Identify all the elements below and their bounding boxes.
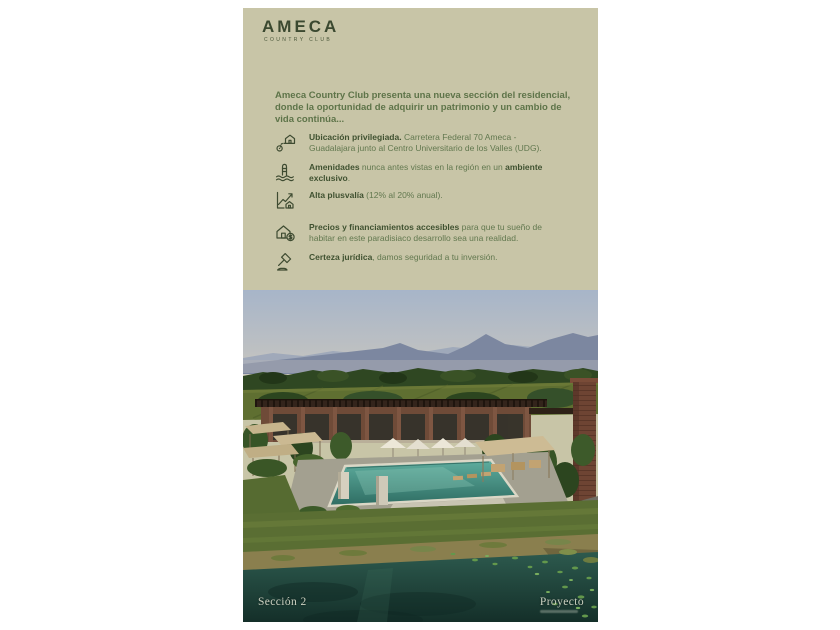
section-label: Sección 2 xyxy=(258,596,307,608)
ameca-flyer xyxy=(243,8,598,622)
bullet-text: Amenidades nunca antes vistas en la región en un ambiente exclusivo. xyxy=(309,162,543,183)
bullet-plusvalia xyxy=(273,190,573,212)
bullet-text: Alta plusvalía (12% al 20% anual). xyxy=(309,190,443,200)
bullet-certeza xyxy=(273,252,573,274)
project-fineprint-illegible xyxy=(540,610,578,613)
bullet-precios xyxy=(273,222,573,244)
flyer-header xyxy=(243,8,598,290)
bullet-text: Ubicación privilegiada. Carretera Federal 70 Ameca - Guadalajara junto al Centro Universitario de los Valles (UDG). xyxy=(309,132,542,153)
location-house-icon xyxy=(273,130,297,154)
logo-subtitle: COUNTRY CLUB xyxy=(264,37,333,43)
bullet-text: Certeza jurídica, damos seguridad a tu inversión. xyxy=(309,252,498,262)
bullet-amenidades xyxy=(273,162,573,184)
house-coin-icon xyxy=(273,220,297,244)
intro-text: Ameca Country Club presenta una nueva sección del residencial, donde la oportunidad de adquirir un patrimonio y un cambio de vida continúa... xyxy=(275,90,571,125)
bullet-text: Precios y financiamientos accesibles para que tu sueño de habitar en este paradisiaco desarrollo sea una realidad. xyxy=(309,222,542,243)
logo-title: AMECA xyxy=(262,17,340,36)
resort-render-photo xyxy=(243,290,598,622)
growth-chart-icon xyxy=(273,188,297,212)
ameca-logo xyxy=(262,18,339,43)
resort-render-image xyxy=(243,290,598,622)
bullet-list xyxy=(273,132,573,274)
bullet-ubicacion xyxy=(273,132,573,154)
project-label: Proyecto xyxy=(539,596,584,608)
gavel-icon xyxy=(273,250,297,274)
pool-amenities-icon xyxy=(273,160,297,184)
